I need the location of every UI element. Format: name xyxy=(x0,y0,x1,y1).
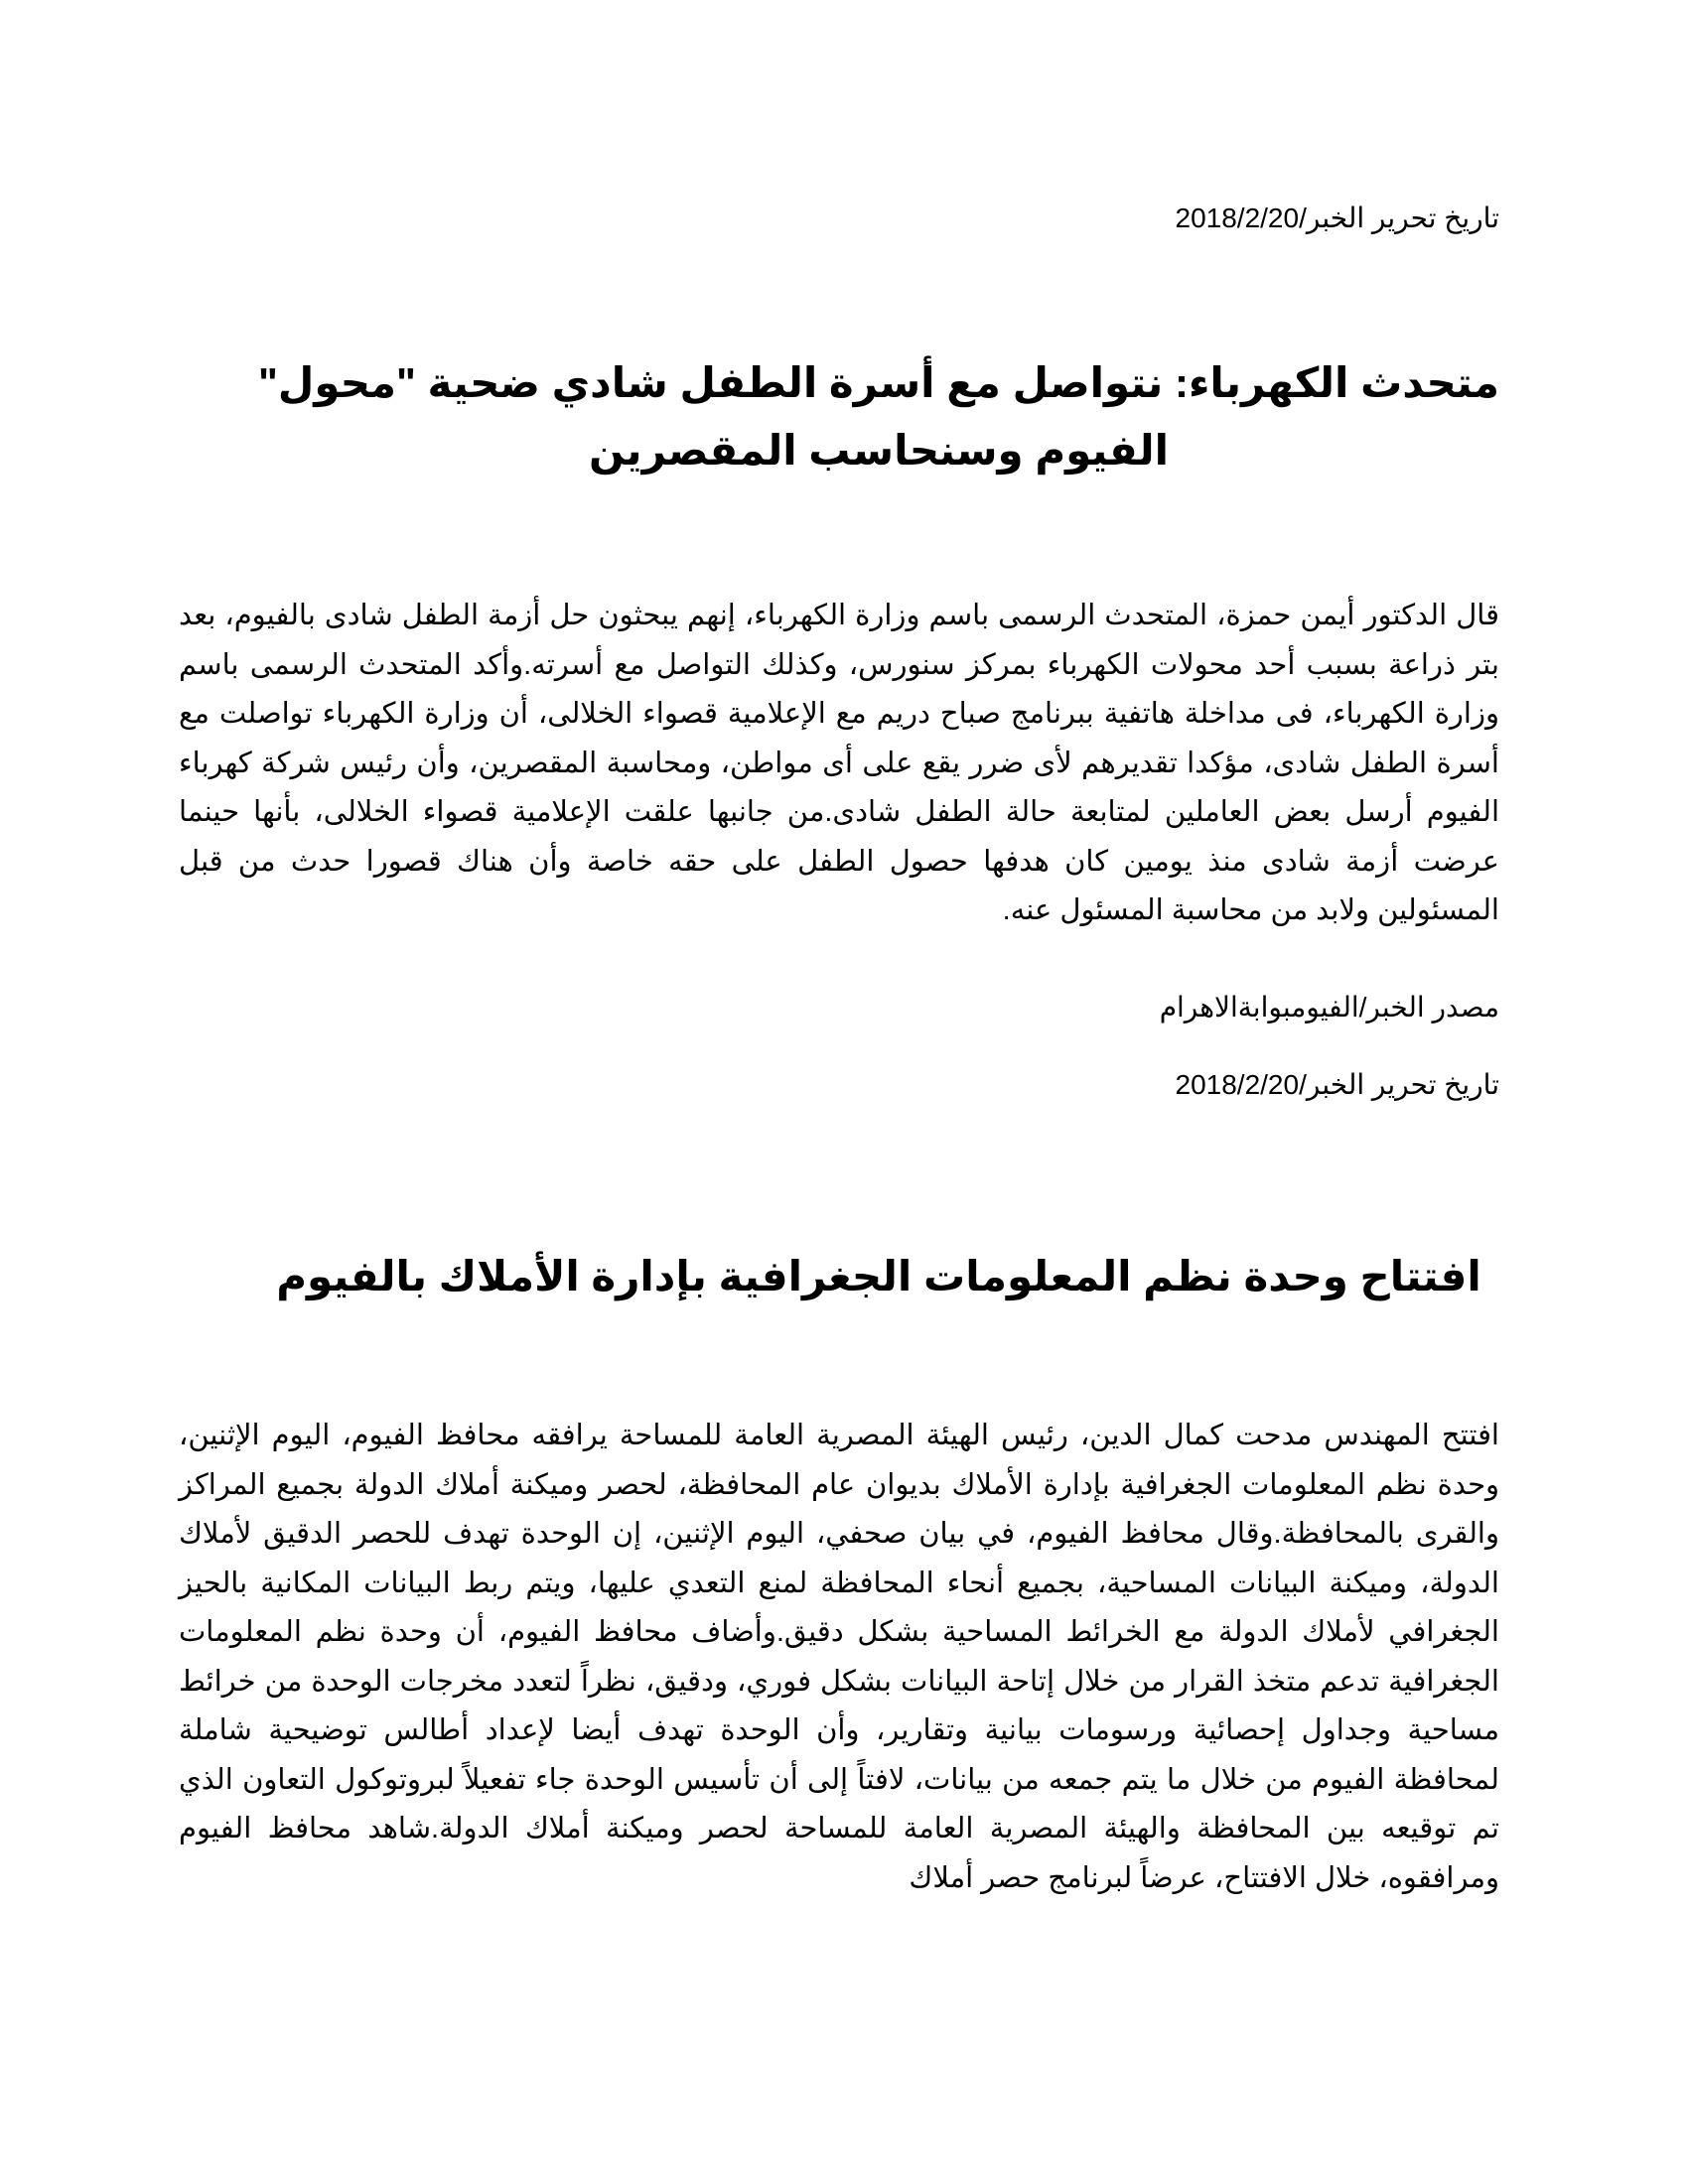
article-2-date-line: تاريخ تحرير الخبر/2018/2/20 xyxy=(1175,1069,1499,1100)
article-1-date-line: تاريخ تحرير الخبر/2018/2/20 xyxy=(1175,203,1499,233)
article-2-title: افتتاح وحدة نظم المعلومات الجغرافية بإدارة الأملاك بالفيوم xyxy=(276,1253,1481,1299)
article-2-body: افتتح المهندس مدحت كمال الدين، رئيس الهيئة المصرية العامة للمساحة يرافقه محافظ الفيوم، اليوم الإثنين، وحدة نظم المعلومات الجغرافية بإدارة الأملاك بديوان عام المحافظة، لحصر وميكنة أملاك الدولة بجميع المراكز والقرى بالمحافظة.وقال محافظ الفيوم، في بيان صحفي، اليوم الإثنين، إن الوحدة تهدف للحصر الدقيق لأملاك الدولة، وميكنة البيانات المساحية، بجميع أنحاء المحافظة لمنع التعدي عليها، ويتم ربط البيانات المكانية بالحيز الجغرافي لأملاك الدولة مع الخرائط المساحية بشكل دقيق.وأضاف محافظ الفيوم، أن وحدة نظم المعلومات الجغرافية تدعم متخذ القرار من خلال إتاحة البيانات بشكل فوري، ودقيق، نظراً لتعدد مخرجات الوحدة من خرائط مساحية وجداول إحصائية ورسومات بيانية وتقارير، وأن الوحدة تهدف أيضا لإعداد أطالس توضيحية شاملة لمحافظة الفيوم من خلال ما يتم جمعه من بيانات، لافتاً إلى أن تأسيس الوحدة جاء تفعيلاً لبروتوكول التعاون الذي تم توقيعه بين المحافظة والهيئة المصرية العامة للمساحة لحصر وميكنة أملاك الدولة.شاهد محافظ الفيوم ومرافقوه، خلال الافتتاح، عرضاً لبرنامج حصر أملاك xyxy=(179,1420,1499,1894)
article-1-source-line: مصدر الخبر/الفيومبوابةالاهرام xyxy=(1159,992,1499,1023)
article-1-body: قال الدكتور أيمن حمزة، المتحدث الرسمى باسم وزارة الكهرباء، إنهم يبحثون حل أزمة الطفل شادى بالفيوم، بعد بتر ذراعة بسبب أحد محولات الكهرباء بمركز سنورس، وكذلك التواصل مع أسرته.وأكد المتحدث الرسمى باسم وزارة الكهرباء، فى مداخلة هاتفية ببرنامج صباح دريم مع الإعلامية قصواء الخلالى، أن وزارة الكهرباء تواصلت مع أسرة الطفل شادى، مؤكدا تقديرهم لأى ضرر يقع على أى مواطن، ومحاسبة المقصرين، وأن رئيس شركة كهرباء الفيوم أرسل بعض العاملين لمتابعة حالة الطفل شادى.من جانبها علقت الإعلامية قصواء الخلالى، بأنها حينما عرضت أزمة شادى منذ يومين كان هدفها حصول الطفل على حقه خاصة وأن هناك قصورا حدث من قبل المسئولين ولابد من محاسبة المسئول عنه. xyxy=(179,600,1499,926)
article-1-title: متحدث الكهرباء: نتواصل مع أسرة الطفل شادي ضحية "محول" الفيوم وسنحاسب المقصرين xyxy=(258,359,1499,474)
